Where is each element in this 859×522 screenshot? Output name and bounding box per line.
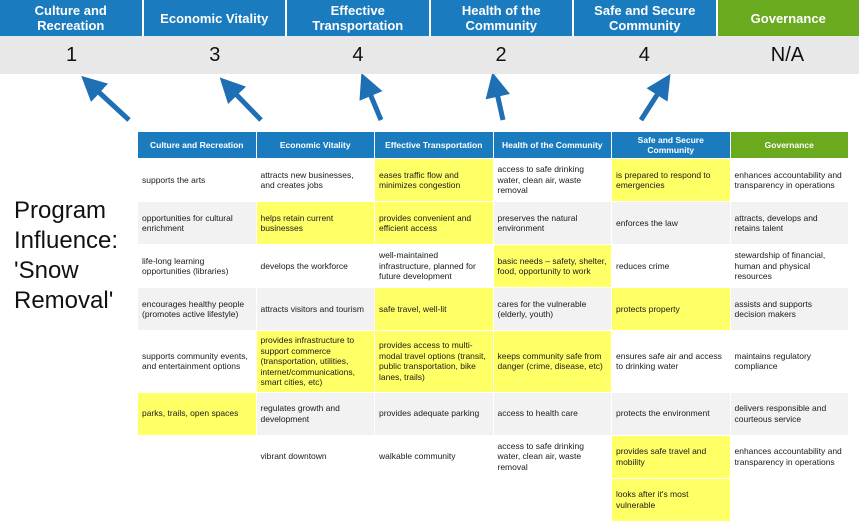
matrix-row xyxy=(138,245,849,288)
matrix-cell-7-3 xyxy=(493,478,612,521)
objective-header-2: Effective Transportation xyxy=(287,0,431,36)
matrix-cell-5-0: parks, trails, open spaces xyxy=(138,392,257,435)
matrix-column-header-2: Effective Transportation xyxy=(375,132,494,159)
objective-header-4: Safe and Secure Community xyxy=(574,0,718,36)
matrix-cell-1-0: opportunities for cultural enrichment xyxy=(138,202,257,245)
matrix-cell-6-5: enhances accountability and transparency in operations xyxy=(730,435,849,478)
matrix-cell-2-0: life-long learning opportunities (libraries) xyxy=(138,245,257,288)
matrix-cell-7-1 xyxy=(256,478,375,521)
arrow-effective-transportation xyxy=(366,84,381,120)
matrix-cell-4-1: provides infrastructure to support commerce (transportation, utilities, internet/communications, smart cities, etc) xyxy=(256,331,375,393)
matrix-cell-6-0 xyxy=(138,435,257,478)
matrix-cell-5-3: access to health care xyxy=(493,392,612,435)
matrix-cell-5-5: delivers responsible and courteous service xyxy=(730,392,849,435)
matrix-cell-5-4: protects the environment xyxy=(612,392,731,435)
objective-header-band xyxy=(0,0,859,36)
matrix-cell-4-5: maintains regulatory compliance xyxy=(730,331,849,393)
score-value-3: 2 xyxy=(430,36,573,74)
matrix-row xyxy=(138,392,849,435)
matrix-cell-1-5: attracts, develops and retains talent xyxy=(730,202,849,245)
matrix-cell-7-5 xyxy=(730,478,849,521)
matrix-cell-4-3: keeps community safe from danger (crime, disease, etc) xyxy=(493,331,612,393)
matrix-cell-1-4: enforces the law xyxy=(612,202,731,245)
objective-header-5: Governance xyxy=(718,0,859,36)
objectives-matrix xyxy=(137,131,849,522)
matrix-cell-4-0: supports community events, and entertainment options xyxy=(138,331,257,393)
objective-header-3: Health of the Community xyxy=(431,0,575,36)
arrow-health-of-the-community xyxy=(495,84,503,120)
matrix-cell-0-1: attracts new businesses, and creates jobs xyxy=(256,159,375,202)
matrix-cell-2-2: well-maintained infrastructure, planned for future development xyxy=(375,245,494,288)
arrow-culture-and-recreation xyxy=(90,84,129,120)
matrix-cell-3-5: assists and supports decision makers xyxy=(730,288,849,331)
matrix-cell-4-4: ensures safe air and access to drinking water xyxy=(612,331,731,393)
matrix-body xyxy=(138,159,849,522)
matrix-cell-6-1: vibrant downtown xyxy=(256,435,375,478)
matrix-cell-6-3: access to safe drinking water, clean air, waste removal xyxy=(493,435,612,478)
objective-header-0: Culture and Recreation xyxy=(0,0,144,36)
matrix-column-header-4: Safe and Secure Community xyxy=(612,132,731,159)
matrix-cell-2-1: develops the workforce xyxy=(256,245,375,288)
matrix-cell-3-3: cares for the vulnerable (elderly, youth) xyxy=(493,288,612,331)
score-value-4: 4 xyxy=(573,36,716,74)
matrix-cell-5-2: provides adequate parking xyxy=(375,392,494,435)
matrix-header-row xyxy=(138,132,849,159)
matrix-column-header-5: Governance xyxy=(730,132,849,159)
matrix-cell-0-3: access to safe drinking water, clean air, waste removal xyxy=(493,159,612,202)
matrix-cell-3-2: safe travel, well-lit xyxy=(375,288,494,331)
matrix-cell-6-4: provides safe travel and mobility xyxy=(612,435,731,478)
arrow-economic-vitality xyxy=(228,86,261,120)
matrix-cell-1-1: helps retain current businesses xyxy=(256,202,375,245)
matrix-column-header-0: Culture and Recreation xyxy=(138,132,257,159)
page-title: Program Influence: 'Snow Removal' xyxy=(14,196,134,316)
matrix-cell-4-2: provides access to multi-modal travel options (transit, public transportation, bike lanes, trails) xyxy=(375,331,494,393)
matrix-cell-6-2: walkable community xyxy=(375,435,494,478)
score-value-0: 1 xyxy=(0,36,143,74)
matrix-row xyxy=(138,159,849,202)
matrix-cell-2-4: reduces crime xyxy=(612,245,731,288)
score-value-1: 3 xyxy=(143,36,286,74)
matrix-cell-3-1: attracts visitors and tourism xyxy=(256,288,375,331)
matrix-cell-0-5: enhances accountability and transparency in operations xyxy=(730,159,849,202)
matrix-row xyxy=(138,331,849,393)
matrix-row xyxy=(138,202,849,245)
matrix-cell-2-3: basic needs – safety, shelter, food, opportunity to work xyxy=(493,245,612,288)
score-band xyxy=(0,36,859,76)
matrix-cell-7-0 xyxy=(138,478,257,521)
objective-header-1: Economic Vitality xyxy=(144,0,288,36)
matrix-row xyxy=(138,288,849,331)
score-value-2: 4 xyxy=(286,36,429,74)
matrix-cell-3-0: encourages healthy people (promotes active lifestyle) xyxy=(138,288,257,331)
matrix-cell-1-3: preserves the natural environment xyxy=(493,202,612,245)
matrix-cell-7-2 xyxy=(375,478,494,521)
matrix-cell-1-2: provides convenient and efficient access xyxy=(375,202,494,245)
matrix-column-header-1: Economic Vitality xyxy=(256,132,375,159)
matrix-cell-5-1: regulates growth and development xyxy=(256,392,375,435)
matrix-cell-0-2: eases traffic flow and minimizes congestion xyxy=(375,159,494,202)
matrix-column-header-3: Health of the Community xyxy=(493,132,612,159)
score-value-5: N/A xyxy=(716,36,859,74)
matrix-cell-2-5: stewardship of financial, human and physical resources xyxy=(730,245,849,288)
matrix-cell-0-0: supports the arts xyxy=(138,159,257,202)
arrow-layer xyxy=(0,74,859,132)
matrix-row xyxy=(138,435,849,478)
matrix-row xyxy=(138,478,849,521)
matrix-cell-3-4: protects property xyxy=(612,288,731,331)
arrow-safe-and-secure-community xyxy=(641,84,664,120)
matrix-cell-0-4: is prepared to respond to emergencies xyxy=(612,159,731,202)
matrix-cell-7-4: looks after it's most vulnerable xyxy=(612,478,731,521)
